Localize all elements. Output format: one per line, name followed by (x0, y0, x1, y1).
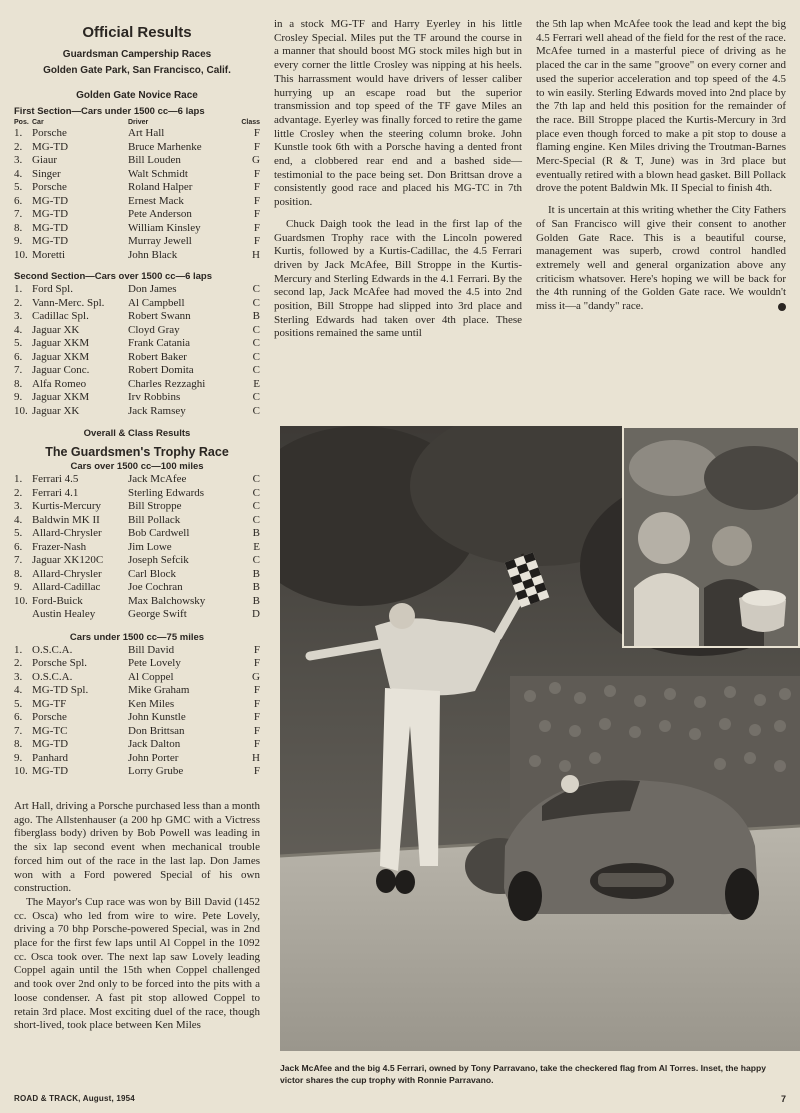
position-cell: 9. (14, 235, 23, 247)
result-row (14, 725, 260, 739)
col-driver-header: Driver (128, 119, 149, 126)
car-cell: MG-TD (32, 208, 69, 220)
car-cell: Ford Spl. (32, 283, 73, 295)
result-row (14, 127, 260, 141)
car-cell: MG-TD (32, 194, 69, 207)
class-cell: C (252, 513, 260, 526)
result-row (14, 527, 260, 541)
position-cell: 1. (14, 127, 23, 139)
class-cell: C (252, 404, 260, 417)
result-row (14, 568, 260, 582)
driver-cell: Carl Block (128, 567, 176, 580)
end-of-article-mark (778, 303, 786, 311)
article-paragraph: Chuck Daigh took the lead in the first lap of the Guardsmen Trophy race with the Lincoln powered Kurtis, followed by a Kurtis-Cadillac, the 4.5 Ferrari driven by Jack McAfee, Bill Stroppe in the Kurtis-Mercury and Sterling Edwards in the 4.1 Ferrari. By the second lap, Jack McAfee had moved the 4.5 into 2nd position, Bill Stroppe had slipped into 3rd place and Sterling Edwards had taken over 4th place. These positions remained the same until (274, 217, 522, 340)
position-cell: 2. (14, 657, 23, 669)
result-row (14, 324, 260, 338)
car-cell: Alfa Romeo (32, 377, 87, 390)
first-section-table (14, 127, 260, 262)
driver-cell: Robert Domita (128, 364, 194, 376)
result-row (14, 765, 260, 779)
position-cell: 8. (14, 567, 23, 580)
publication-footer: ROAD & TRACK, August, 1954 (14, 1094, 135, 1103)
class-cell: B (252, 310, 260, 322)
result-row (14, 208, 260, 222)
driver-cell: Al Coppel (128, 670, 174, 683)
position-cell: 9. (14, 581, 23, 593)
driver-cell: Cloyd Gray (128, 323, 180, 336)
class-cell: F (253, 181, 260, 193)
result-row (14, 541, 260, 555)
class-cell: E (253, 540, 260, 553)
result-row (14, 487, 260, 501)
car-cell: Jaguar XK120C (32, 554, 104, 566)
class-cell: F (253, 140, 260, 153)
article-paragraph (536, 204, 786, 314)
car-cell: MG-TD (32, 140, 69, 153)
result-row (14, 500, 260, 514)
car-cell: O.S.C.A. (32, 643, 73, 656)
class-cell: C (252, 296, 260, 309)
position-cell: 7. (14, 208, 23, 220)
car-cell: MG-TF (32, 697, 67, 710)
position-cell: 6. (14, 194, 23, 207)
class-cell: C (252, 283, 260, 295)
class-cell: B (252, 567, 260, 580)
class-cell: F (253, 765, 260, 777)
car-cell: Ferrari 4.1 (32, 486, 79, 499)
position-cell: 10. (14, 594, 28, 607)
driver-cell: John Porter (128, 751, 179, 764)
result-row (14, 595, 260, 609)
result-row (14, 671, 260, 685)
result-row (14, 684, 260, 698)
article-paragraph: in a stock MG-TF and Harry Eyerley in his little Crosley Special. Miles put the TF around the course in a manner that should boost MG stock miles high but in every corner the little Crosley was nipping at his heels. This harrassment would have drivers of lesser caliber hurrying up an escape road but the superior transmission and top speed of the TF gave Miles an advantage. Eyerley was finally forced to retire the game little Crosley when the steering column broke. John Kunstle took 6th with a Porsche having a dented front end, a clobbered rear end and a bashed side—testimonial to the pace being set. Don Brittsan drove a consistently good race and placed his MG-TC in 7th position. (274, 18, 522, 209)
result-row (14, 364, 260, 378)
class-cell: F (253, 684, 260, 696)
result-row (14, 514, 260, 528)
driver-cell: Roland Halper (128, 181, 193, 193)
class-cell: E (253, 377, 260, 390)
results-column (14, 18, 260, 779)
driver-cell: Bill Louden (128, 154, 181, 166)
car-cell: MG-TC (32, 724, 68, 737)
car-cell: Allard-Chrysler (32, 567, 102, 580)
col-car-header: Car (32, 119, 44, 126)
car-cell: Jaguar XK (32, 404, 80, 417)
car-cell: O.S.C.A. (32, 670, 73, 683)
class-cell: G (252, 670, 260, 683)
result-row (14, 310, 260, 324)
car-cell: Allard-Chrysler (32, 527, 102, 539)
class-cell: D (252, 608, 260, 620)
trophy-race-title: The Guardsmen's Trophy Race (45, 445, 229, 459)
car-cell: Ferrari 4.5 (32, 473, 79, 485)
car-cell: MG-TD (32, 738, 69, 750)
event-location: Golden Gate Park, San Francisco, Calif. (43, 65, 231, 76)
position-cell: 8. (14, 377, 23, 390)
car-cell: MG-TD (32, 765, 69, 777)
position-cell: 8. (14, 738, 23, 750)
page-number: 7 (780, 1094, 786, 1104)
driver-cell: Robert Swann (128, 310, 191, 322)
result-row (14, 168, 260, 182)
result-row (14, 581, 260, 595)
result-row (14, 738, 260, 752)
class-cell: B (252, 594, 260, 607)
car-cell: Porsche (32, 127, 67, 139)
class-cell: B (252, 527, 260, 539)
driver-cell: Joe Cochran (128, 581, 183, 593)
class-cell: C (252, 500, 260, 512)
class-cell: C (252, 554, 260, 566)
class-cell: F (253, 194, 260, 207)
class-cell: F (253, 208, 260, 220)
driver-cell: Murray Jewell (128, 235, 192, 247)
article-paragraph: The Mayor's Cup race was won by Bill David (1452 cc. Osca) who led from wire to wire. Pete Lovely, driving a 70 bhp Porsche-powered Special, was in 2nd place for the first few laps until Al Coppel in the 1092 cc. Osca took over. The next lap saw Lovely leading Coppel again until the 15th when Coppel challenged and took over 2nd only to be forced into the pits with a loose condenser. A fast pit stop allowed Coppel to retain 3rd place. Most exciting duel of the race, though short-lived, took place between Ken Miles (14, 895, 260, 1032)
result-row (14, 644, 260, 658)
second-section-table (14, 283, 260, 418)
middle-article-column (274, 18, 522, 341)
result-row (14, 337, 260, 351)
driver-cell: Pete Anderson (128, 208, 192, 220)
driver-cell: Jack McAfee (128, 473, 187, 485)
driver-cell: Pete Lovely (128, 657, 181, 669)
class-cell: C (252, 323, 260, 336)
position-cell: 5. (14, 181, 23, 193)
driver-cell: Bill David (128, 643, 175, 656)
left-article-text (14, 800, 260, 1033)
driver-cell: Bob Cardwell (128, 527, 190, 539)
result-row (14, 181, 260, 195)
car-cell: Cadillac Spl. (32, 310, 89, 322)
driver-cell: Irv Robbins (128, 391, 181, 403)
position-cell: 10. (14, 404, 28, 417)
driver-cell: George Swift (128, 608, 187, 620)
position-cell: 7. (14, 724, 23, 737)
car-cell: Giaur (32, 154, 58, 166)
position-cell: 8. (14, 221, 23, 234)
driver-cell: Art Hall (128, 127, 165, 139)
result-row (14, 554, 260, 568)
position-cell: 4. (14, 684, 23, 696)
position-cell: 3. (14, 670, 23, 683)
result-row (14, 378, 260, 392)
car-cell: Vann-Merc. Spl. (32, 296, 105, 309)
result-row (14, 608, 260, 622)
result-row (14, 351, 260, 365)
result-row (14, 657, 260, 671)
driver-cell: Jack Ramsey (128, 404, 186, 417)
driver-cell: Max Balchowsky (128, 594, 206, 607)
car-cell: Panhard (32, 751, 69, 764)
result-row (14, 391, 260, 405)
second-section-heading: Second Section—Cars over 1500 cc—6 laps (14, 271, 213, 282)
driver-cell: Sterling Edwards (128, 486, 205, 499)
driver-cell: Mike Graham (128, 684, 190, 696)
result-row (14, 752, 260, 766)
inset-trophy-photo (622, 426, 800, 648)
result-row (14, 405, 260, 419)
driver-cell: Robert Baker (128, 350, 187, 363)
class-cell: H (252, 751, 260, 764)
class-cell: C (252, 364, 260, 376)
position-cell: 3. (14, 500, 23, 512)
position-cell: 10. (14, 248, 28, 261)
position-cell: 9. (14, 751, 23, 764)
class-cell: F (253, 235, 260, 247)
car-cell: Kurtis-Mercury (32, 500, 102, 512)
car-cell: Ford-Buick (32, 594, 83, 607)
class-cell: C (252, 337, 260, 349)
class-cell: F (253, 167, 260, 180)
result-row (14, 141, 260, 155)
position-cell: 6. (14, 540, 23, 553)
result-row (14, 297, 260, 311)
car-cell: Jaguar XK (32, 323, 80, 336)
article-paragraph: Art Hall, driving a Porsche purchased less than a month ago. The Allstenhauser (a 200 hp GMC with a Victress fiberglass body) driven by Bob Powell was leading in the six lap second event when mechanical trouble forced him out of the race in the last lap. Don James won with a Ford powered Special of his own construction. (14, 800, 260, 895)
results-column-headers (14, 118, 260, 127)
position-cell: 4. (14, 167, 23, 180)
position-cell (14, 608, 32, 622)
position-cell: 10. (14, 765, 28, 777)
car-cell: Frazer-Nash (32, 540, 87, 553)
car-cell: Jaguar XKM (32, 337, 90, 349)
driver-cell: Al Campbell (128, 296, 185, 309)
position-cell: 5. (14, 527, 23, 539)
col-pos-header: Pos. (14, 119, 29, 126)
driver-cell: Frank Catania (128, 337, 191, 349)
result-row (14, 698, 260, 712)
position-cell: 5. (14, 697, 23, 710)
car-cell: Porsche (32, 711, 67, 723)
driver-cell: Jim Lowe (128, 540, 172, 553)
article-paragraph: the 5th lap when McAfee took the lead and kept the big 4.5 Ferrari well ahead of the field for the rest of the race. McAfee turned in a masterful piece of driving as he placed the car in the same "groove" on every corner and used the superior acceleration and top speed of the 4.5 to win easily. Sterling Edwards moved into 2nd place by the 7th lap and held this position for the remainder of the race. Bill Stroppe placed the Kurtis-Mercury in 3rd place even though forced to make a pit stop to douse a flaming engine. Ken Miles driving the Troutman-Barnes Merc-Special (R & T, June) was in 3rd place but eventually retired with a blown head gasket. Bill Pollack drove the potent Baldwin Mk. II Special to finish 4th. (536, 18, 786, 195)
position-cell: 1. (14, 283, 23, 295)
position-cell: 4. (14, 513, 23, 526)
driver-cell: John Black (128, 248, 178, 261)
trophy-over-table (14, 473, 260, 622)
car-cell: Allard-Cadillac (32, 581, 101, 593)
car-cell: Baldwin MK II (32, 513, 100, 526)
car-cell: Jaguar Conc. (32, 364, 90, 376)
car-cell: Porsche Spl. (32, 657, 87, 669)
class-cell: B (252, 581, 260, 593)
car-cell: MG-TD (32, 221, 69, 234)
car-cell: Austin Healey (32, 608, 96, 620)
position-cell: 2. (14, 296, 23, 309)
position-cell: 1. (14, 473, 23, 485)
driver-cell: Bill Stroppe (128, 500, 182, 512)
position-cell: 4. (14, 323, 23, 336)
car-cell: Jaguar XKM (32, 391, 90, 403)
class-cell: F (253, 724, 260, 737)
position-cell: 7. (14, 554, 23, 566)
driver-cell: Bruce Marhenke (128, 140, 202, 153)
driver-cell: Don James (128, 283, 177, 295)
class-cell: F (253, 221, 260, 234)
class-cell: C (252, 486, 260, 499)
trophy-inset-illustration (624, 428, 798, 646)
driver-cell: Charles Rezzaghi (128, 377, 206, 390)
class-cell: F (253, 697, 260, 710)
car-cell: Singer (32, 167, 61, 180)
class-cell: H (252, 248, 260, 261)
driver-cell: William Kinsley (128, 221, 201, 234)
position-cell: 9. (14, 391, 23, 403)
class-cell: F (253, 127, 260, 139)
result-row (14, 711, 260, 725)
driver-cell: Joseph Sefcik (128, 554, 189, 566)
class-cell: G (252, 154, 260, 166)
first-section-heading: First Section—Cars under 1500 cc—6 laps (14, 106, 205, 117)
result-row (14, 222, 260, 236)
trophy-over-heading: Cars over 1500 cc—100 miles (70, 461, 204, 472)
position-cell: 3. (14, 154, 23, 166)
closing-paragraph-text: It is uncertain at this writing whether the City Fathers of San Francisco will give their consent to another Golden Gate Race. This is a beautiful course, management was superb, crowd control handled extremely well and general organization above any criticism whatsover. Here's hoping we will be back for the 4th running of the Golden Gate race. We wouldn't miss it—a "dandy" race. (536, 204, 786, 313)
position-cell: 7. (14, 364, 23, 376)
car-cell: MG-TD (32, 235, 69, 247)
position-cell: 6. (14, 711, 23, 723)
car-cell: Moretti (32, 248, 65, 261)
driver-cell: John Kunstle (128, 711, 186, 723)
car-cell: MG-TD Spl. (32, 684, 89, 696)
result-row (14, 283, 260, 297)
class-cell: F (253, 711, 260, 723)
trophy-under-heading: Cars under 1500 cc—75 miles (69, 631, 205, 643)
driver-cell: Ken Miles (128, 697, 175, 710)
position-cell: 5. (14, 337, 23, 349)
class-cell: C (252, 350, 260, 363)
driver-cell: Jack Dalton (128, 738, 181, 750)
trophy-under-table (14, 644, 260, 779)
event-name: Guardsman Campership Races (62, 49, 212, 60)
result-row (14, 235, 260, 249)
result-row (14, 154, 260, 168)
novice-race-title: Golden Gate Novice Race (76, 90, 198, 101)
result-row (14, 473, 260, 487)
position-cell: 6. (14, 350, 23, 363)
class-cell: C (252, 473, 260, 485)
results-title: Official Results (82, 24, 192, 41)
result-row (14, 195, 260, 209)
driver-cell: Ernest Mack (128, 194, 184, 207)
driver-cell: Lorry Grube (128, 765, 184, 777)
position-cell: 2. (14, 486, 23, 499)
car-cell: Porsche (32, 181, 67, 193)
driver-cell: Walt Schmidt (128, 167, 188, 180)
driver-cell: Don Brittsan (128, 724, 185, 737)
class-cell: F (253, 738, 260, 750)
overall-results-heading: Overall & Class Results (83, 428, 191, 439)
result-row (14, 249, 260, 263)
position-cell: 2. (14, 140, 23, 153)
driver-cell: Bill Pollack (128, 513, 181, 526)
class-cell: F (253, 657, 260, 669)
photo-caption: Jack McAfee and the big 4.5 Ferrari, owned by Tony Parravano, take the checkered flag from Al Torres. Inset, the happy victor shares the cup trophy with Ronnie Parravano. (280, 1063, 767, 1085)
class-cell: C (252, 391, 260, 403)
right-article-column (536, 18, 786, 314)
position-cell: 1. (14, 643, 23, 656)
car-cell: Jaguar XKM (32, 350, 90, 363)
col-class-header: Class (241, 119, 260, 126)
position-cell: 3. (14, 310, 23, 322)
class-cell: F (253, 643, 260, 656)
